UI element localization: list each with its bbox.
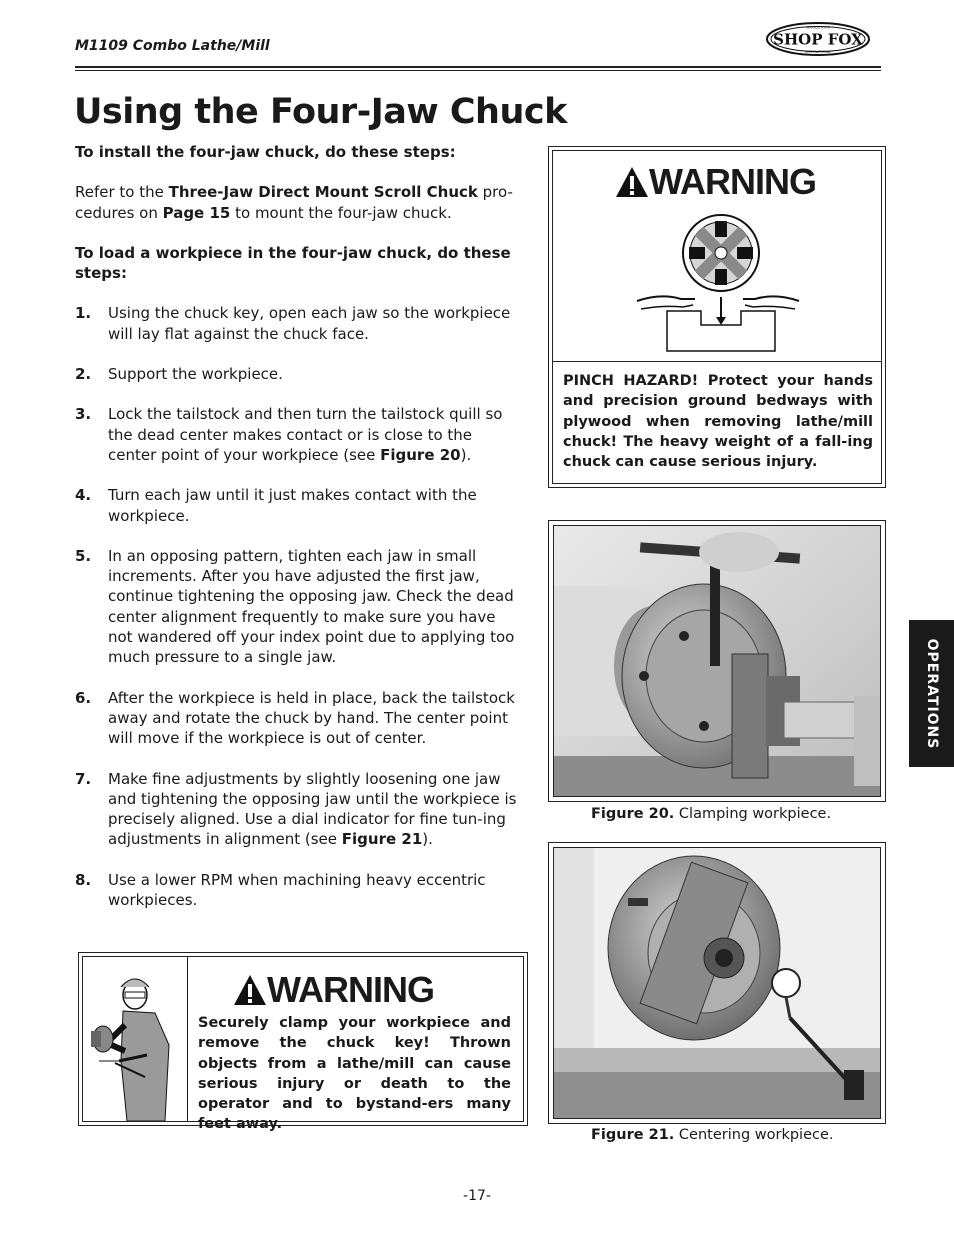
header-rule: [75, 66, 881, 68]
figure-21-photo: [554, 848, 880, 1118]
step-item: 3. Lock the tailstock and then turn the tailstock quill so the dead center makes contact or is close to the center point of your workpiece (see Figure 20).: [75, 405, 503, 464]
step-item: 1. Using the chuck key, open each jaw so the workpiece will lay flat against the chuck face.: [75, 304, 511, 343]
warning-triangle-icon: [233, 974, 267, 1006]
install-heading: To install the four-jaw chuck, do these steps:: [75, 143, 456, 161]
install-paragraph: Refer to the Three-Jaw Direct Mount Scroll Chuck pro-cedures on Page 15 to mount the four-jaw chuck.: [75, 183, 513, 222]
svg-text:WOODSTOCK: WOODSTOCK: [806, 25, 830, 30]
document-title: M1109 Combo Lathe/Mill: [75, 38, 270, 54]
step-item: 5. In an opposing pattern, tighten each jaw in small increments. After you have adjusted the first jaw, continue tightening the opposing jaw. Check the dead center alignment frequently to make sure you have not wandered off your index point due to applying too much pressure to a single jaw.: [75, 546, 515, 667]
header-rule-thin: [75, 70, 881, 71]
page-title: Using the Four-Jaw Chuck: [74, 92, 567, 132]
figure-21-caption: Figure 21. Centering workpiece.: [591, 1127, 834, 1143]
load-heading: To load a workpiece in the four-jaw chuck, do these steps:: [75, 243, 511, 283]
pinch-hazard-warning: [548, 146, 886, 488]
svg-text:INTERNATIONAL: INTERNATIONAL: [805, 50, 831, 54]
figure-20-caption: Figure 20. Clamping workpiece.: [591, 806, 832, 822]
warning-divider: [553, 361, 881, 362]
warning-header: [615, 161, 816, 203]
figure-21-frame: [548, 842, 886, 1124]
clamp-workpiece-text: Securely clamp your workpiece and remove the chuck key! Thrown objects from a lathe/mill can cause serious injury or death to the operator and to bystand-ers many feet away.: [198, 1015, 511, 1133]
warning-title: WARNING: [267, 969, 434, 1010]
pinch-hazard-illustration: [633, 213, 803, 353]
step-item: 7. Make fine adjustments by slightly loosening one jaw and tightening the opposing jaw until the workpiece is precisely aligned. Use a dial indicator for fine tun-ing adjustments in alignment (see Figure 21).: [75, 769, 517, 849]
figure-20-photo: [554, 526, 880, 796]
step-item: 8. Use a lower RPM when machining heavy eccentric workpieces.: [75, 870, 486, 910]
clamp-workpiece-warning: [78, 952, 528, 1133]
figure-21-reference: Figure 21: [341, 830, 423, 849]
warning-triangle-icon: [615, 166, 649, 198]
figure-20-frame: [548, 520, 886, 802]
step-item: 2. Support the workpiece.: [75, 365, 283, 384]
warning-divider: [187, 957, 188, 1121]
svg-text:SHOP FOX: SHOP FOX: [773, 30, 863, 49]
warning-header: [233, 969, 434, 1011]
step-item: 6. After the workpiece is held in place, back the tailstock away and rotate the chuck by hand. The center point will move if the workpiece is out of center.: [75, 688, 515, 748]
page-number: -17-: [463, 1188, 491, 1204]
figure-20-reference: Figure 20: [380, 445, 461, 464]
shop-fox-logo: [766, 22, 870, 56]
pinch-hazard-text: PINCH HAZARD! Protect your hands and precision ground bedways with plywood when removing lathe/mill chuck! The heavy weight of a fall-ing chuck can cause serious injury.: [563, 373, 873, 471]
instructions-column: [75, 142, 521, 930]
operations-section-tab: OPERATIONS: [909, 620, 954, 767]
steps-list: [75, 303, 521, 910]
operator-illustration: [85, 965, 185, 1121]
warning-title: WARNING: [649, 161, 816, 202]
step-item: 4. Turn each jaw until it just makes contact with the workpiece.: [75, 486, 477, 525]
